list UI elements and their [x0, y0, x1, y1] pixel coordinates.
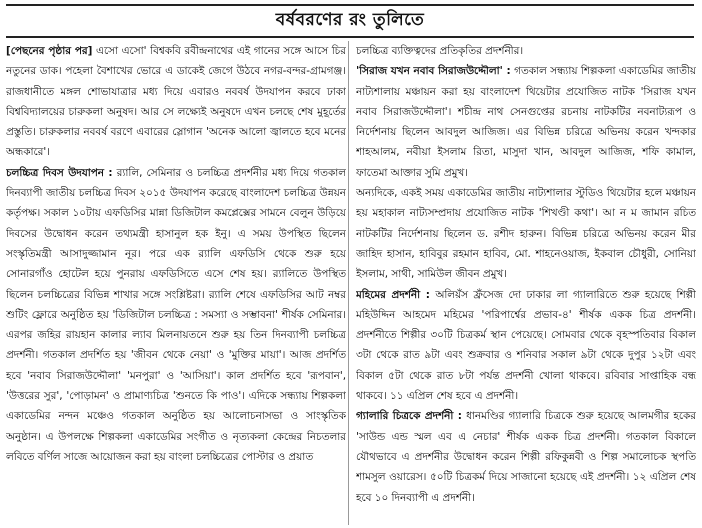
subhead-film-day: চলচ্চিত্র দিবস উদযাপন : [6, 166, 113, 179]
paragraph-chitrak [356, 406, 696, 507]
paragraph-shikhondi [356, 183, 696, 284]
paragraph-text: র‍্যালি, সেমিনার ও চলচ্চিত্র প্রদর্শনীর মধ্য দিয়ে গতকাল দিনব্যাপী জাতীয় চলচ্চিত্র দিবস ২০১৫ উদযাপন করেছে বাংলাদেশ চলচ্চিত্র উন্নয়ন কর্তৃপক্ষ। সকাল ১০টায় এফডিসির মান্না ডিজিটাল কমপ্লেক্সের সামনে বেলুন উড়িয়ে দিবসের উদ্বোধন করেন তথ্যমন্ত্রী হাসানুল হক ইনু। এ সময় উপস্থিত ছিলেন সংস্কৃতিমন্ত্রী আসাদুজ্জামান নূর। পরে এক র‍্যালি এফডিসি থেকে শুরু হয়ে সোনারগাঁও হোটেল হয়ে পুনরায় এফডিসিতে এসে শেষ হয়। র‍্যালিতে উপস্থিত ছিলেন চলচ্চিত্রের বিভিন্ন শাখার সঙ্গে সংশ্লিষ্টরা। র‍্যালি শেষে এফডিসির আট নম্বর শুটিং ফ্লোরে অনুষ্ঠিত হয় 'ডিজিটাল চলচ্চিত্র : সমস্যা ও সম্ভাবনা' শীর্ষক সেমিনার। এরপর জহির রায়হান কালার ল্যাব মিলনায়তনে শুরু হয় তিন দিনব্যাপী চলচ্চিত্র প্রদর্শনী। গতকাল প্রদর্শিত হয় 'জীবন থেকে নেয়া' ও 'মুক্তির মায়া'। আজ প্রদর্শিত হবে 'নবাব সিরাজউদ্দৌলা' 'মনপুরা' ও 'আসিয়া'। কাল প্রদর্শিত হবে 'রূপবান', 'উত্তরের সুর', 'পোড়ামন' ও প্রামাণ্যচিত্র 'শুনতে কি পাও'। এদিকে সন্ধ্যায় শিল্পকলা একাডেমির নন্দন মঞ্চেও গতকাল অনুষ্ঠিত হয় আলোচনাসভা ও সাংস্কৃতিক অনুষ্ঠান। এ উপলক্ষে শিল্পকলা একাডেমির সংগীত ও নৃত্যকলা কেন্দ্রের নিচতলার লবিতে বর্ণিল সাজে আয়োজন করা হয় বাংলা চলচ্চিত্রের পোস্টার ও প্রয়াত [6, 166, 346, 463]
paragraph-text: এসো এসো' বিশ্বকবি রবীন্দ্রনাথের এই গানের সঙ্গে আসে চির নতুনের ডাক। পহেলা বৈশাখের ভোরে এ ডাকেই জেগে উঠবে নগর-বন্দর-গ্রামগঞ্জ। রাজধানীতে মঙ্গল শোভাযাত্রার মধ্য দিয়ে এবারও নববর্ষ উদযাপন করবে ঢাকা বিশ্ববিদ্যালয়ের চারুকলা অনুষদ। আর সে লক্ষ্যেই অনুষদে এখন চলছে শেষ মুহূর্তের প্রস্তুতি। চারুকলার নববর্ষ বরণে এবারের স্লোগান 'অনেক আলো জ্বালতে হবে মনের অন্ধকারে'। [6, 45, 346, 159]
right-column [356, 41, 696, 526]
headline-box [6, 4, 694, 38]
subhead-chitrak: গ্যালারি চিত্রকে প্রদর্শনী : [356, 410, 462, 423]
subhead-siraj: 'সিরাজ যখন নবাব সিরাজউদ্দৌলা' : [356, 65, 511, 78]
continuation-tag: [পেছনের পৃষ্ঠার পর] [6, 45, 93, 57]
paragraph-siraj [356, 61, 696, 183]
paragraph-text: অন্যদিকে, একই সময় একাডেমির জাতীয় নাট্যশালার স্টুডিও থিয়েটার হলে মঞ্চায়ন হয় মহাকাল নাট্যসম্প্রদায় প্রযোজিত নাটক 'শিখণ্ডী কথা'। আ ন ম জামান রচিত নাটকটির নির্দেশনায় ছিলেন ড. রশীদ হারুন। বিভিন্ন চরিত্রে অভিনয় করেন মীর জাহিদ হাসান, হাবিবুর রহমান হাবিব, মো. শাহনেওয়াজ, ইকবাল চৌধুরী, সোনিয়া ইসলাম, সাথী, সামিউল জীবন প্রমুখ। [356, 187, 696, 281]
paragraph-mohim [356, 285, 696, 407]
paragraph-text: ধানমণ্ডির গ্যালারি চিত্রকে শুরু হয়েছে আলমগীর হকের 'সাউন্ড এন্ড স্মল এব এ নেচার' শীর্ষক একক চিত্র প্রদর্শনী। গতকাল বিকালে যৌথভাবে এ প্রদর্শনীর উদ্বোধন করেন শিল্পী রফিকুন্নবী ও শিল্প সমালোচক স্থপতি শামসুল ওয়ারেস। ৫০টি চিত্রকর্ম দিয়ে সাজানো হয়েছে এই প্রদর্শনী। ১২ এপ্রিল শেষ হবে ১০ দিনব্যাপী এ প্রদর্শনী। [356, 410, 696, 504]
subhead-mohim: মহিমের প্রদর্শনী : [356, 288, 430, 301]
headline: বর্ষবরণের রং তুলিতে [275, 10, 425, 30]
paragraph-intro [6, 41, 346, 163]
paragraph-film-day [6, 163, 346, 467]
left-column [6, 41, 346, 526]
paragraph-text: চলচ্চিত্র ব্যক্তিত্বদের প্রতিকৃতির প্রদর্শনীর। [356, 45, 524, 57]
column-divider [348, 41, 349, 525]
paragraph-continuation [356, 41, 696, 61]
paragraph-text: অলিয়ঁস ফ্রঁসেজ দো ঢাকার লা গ্যালারিতে শুরু হয়েছে শিল্পী মহিউদ্দিন আহমেদ মহিমের 'পরিপার্শ্বের প্রভাব-৪' শীর্ষক একক চিত্র প্রদর্শনী। প্রদর্শনীতে শিল্পীর ৩০টি চিত্রকর্ম স্থান পেয়েছে। সোমবার থেকে বৃহস্পতিবার বিকাল ৩টা থেকে রাত ৯টা এবং শুক্রবার ও শনিবার সকাল ৯টা থেকে দুপুর ১২টা এবং বিকাল ৫টা থেকে রাত ৮টা পর্যন্ত প্রদর্শনী খোলা থাকবে। রবিবার সাপ্তাহিক বন্ধ থাকবে। ১১ এপ্রিল শেষ হবে এ প্রদর্শনী। [356, 288, 696, 403]
paragraph-text: গতকাল সন্ধ্যায় শিল্পকলা একাডেমির জাতীয় নাট্যশালায় মঞ্চায়ন করা হয় বাংলাদেশ থিয়েটার প্রযোজিত নাটক 'সিরাজ যখন নবাব সিরাজউদ্দৌলা'। শচীন্দ্র নাথ সেনগুপ্তের রচনায় নাটকটির নবনাট্যরূপ ও নির্দেশনায় ছিলেন আবদুল আজিজ। এর বিভিন্ন চরিত্রে অভিনয় করেন খন্দকার শাহআলম, নবীয়া ইসলাম রিতা, মাসুদা খান, আবদুল আজিজ, শফি কামাল, ফাতেমা আক্তার সুমি প্রমুখ। [356, 65, 696, 179]
